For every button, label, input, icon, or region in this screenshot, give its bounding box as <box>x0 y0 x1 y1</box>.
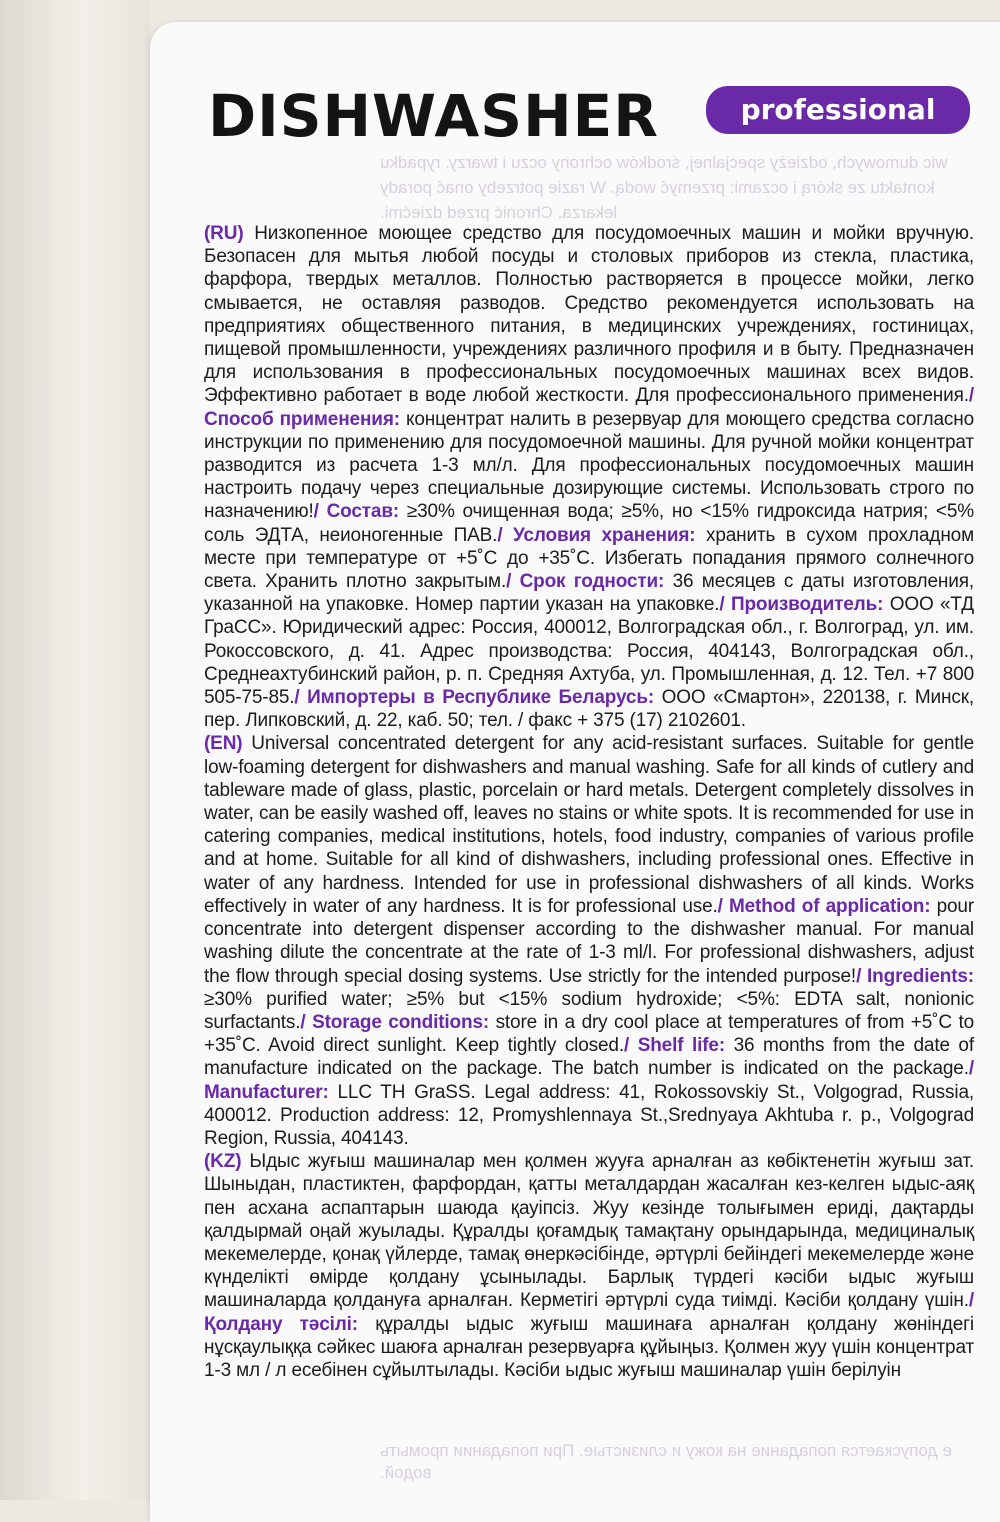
en-heading-storage: / Storage conditions: <box>300 1011 490 1033</box>
en-heading-shelf-life: / Shelf life: <box>623 1035 725 1057</box>
ru-heading-storage: / Условия хранения: <box>497 524 696 546</box>
ru-composition: ≥30% очищенная вода; ≥5%, но <15% гидроксида натрия; <5% соль ЭДТА, неионогенные ПАВ. <box>204 501 975 546</box>
instructions-text <box>204 222 974 1382</box>
en-shelf-life: 36 months from the date of manufacture indicated on the package. The batch number is indicated on the package. <box>204 1035 974 1080</box>
en-ingredients: ≥30% purified water; ≥5% but <15% sodium hydroxide; <5%: EDTA salt, nonionic surfactants. <box>204 988 974 1033</box>
ru-storage: хранить в сухом прохладном месте при температуре от +5˚С до +35˚С. Избегать попадания прямого солнечного света. Хранить плотно закрытым. <box>204 524 974 593</box>
kz-heading-application: / Қолдану тәсілі: <box>204 1290 974 1335</box>
professional-badge: professional <box>706 86 970 134</box>
bottle-background <box>0 0 150 1500</box>
en-description: Universal concentrated detergent for any acid-resistant surfaces. Suitable for gentle low-foaming detergent for dishwashers and manual washing. Safe for all kinds of cutlery and tableware made of glass, plastic, porcelain or hard metals. Detergent completely dissolves in water, can be easily washed off, leaves no stains or white spots. It is recommended for use in catering companies, medical institutions, hotels, food industry, companies of various profile and at home. Suitable for all kind of dishwashers, including professional ones. Effective in water of any hardness. Intended for use in professional dishwashers of all kinds. Works effectively in water of any hardness. It is for professional use. <box>204 733 974 917</box>
en-heading-manufacturer: / Manufacturer: <box>204 1058 974 1103</box>
kz-application: құралды ыдыс жуғыш машинаға арналған қолдану жөніндегі нұсқаулыққа сәйкес шаюға арналған резервуарға құйыңыз. Қолмен жуу үшін концентрат 1-3 мл / л есебінен сұйылтылады. Кәсіби ыдыс жуғыш машиналар үшін берілуін <box>204 1313 974 1381</box>
show-through-text-top: wic dumowych, odzieży specjalnej, środków ochrony oczu i twarzy. rypadku kontaktu ze skórą i oczami: przemyć wodą. W razie potrzeby onać porady lekarza. Chronić przed dziećmi. <box>380 153 948 222</box>
lang-code-ru: (RU) <box>204 223 244 244</box>
en-storage: store in a dry cool place at temperatures of from +5˚C to +35˚C. Avoid direct sunlight. Keep tightly closed. <box>204 1011 974 1057</box>
section-ru <box>204 222 974 732</box>
ru-heading-importers: / Импортеры в Республике Беларусь: <box>294 687 655 709</box>
en-manufacturer: LLC TH GraSS. Legal address: 41, Rokossovskiy St., Volgograd, Russia, 400012. Production address: 12, Promyshlennaya St.,Srednyaya Akhtuba r. p., Volgograd Region, Russia, 404143. <box>204 1081 974 1149</box>
section-kz <box>204 1150 974 1382</box>
kz-description: Ыдыс жуғыш машиналар мен қолмен жууға арналған аз көбіктенетін жуғыш зат. Шыныдан, пластиктен, фарфордан, қатты металдардан жасалған кез-келген ыдыс-аяқ пен асхана аспаптарын шаюда қауіпсіз. Жуу кезінде толығымен ериді, дақтарды қалдырмай оңай жуылады. Құралды қоғамдық тамақтану орындарында, медициналық мекемелерде, қонақ үйлерде, тамақ өнеркәсібінде, әртүрлі бейіндегі мекемелерде және күнделікті өмірде қолдану ұсынылады. Барлық түрдегі кәсіби ыдыс жуғыш машиналарда қолдануға арналған. Керметігі әртүрлі суда тиімді. Кәсіби қолдану үшін. <box>204 1151 974 1312</box>
ru-heading-application: / Способ применения: <box>204 385 974 430</box>
ru-shelf-life: 36 месяцев с даты изготовления, указанной на упаковке. Номер партии указан на упаковке. <box>204 571 974 616</box>
ru-heading-shelf-life: / Срок годности: <box>506 571 665 593</box>
ru-manufacturer: ООО «ТД ГраСС». Юридический адрес: Россия, 400012, Волгоградская обл., г. Волгоград, ул. им. Рокоссовского, д. 41. Адрес производства: Россия, 404143, Волгоградская обл., Среднеахтубинский район, р. п. Средняя Ахтуба, ул. Промышленная, д. 12. Тел. +7 800 505-75-85. <box>204 594 974 709</box>
en-application: pour concentrate into detergent dispenser according to the dishwasher manual. For manual washing dilute the concentrate at the rate of 1-3 ml/l. For professional dishwashers, adjust the flow through special dosing systems. Use strictly for the intended purpose! <box>204 895 974 987</box>
lang-code-en: (EN) <box>204 733 243 755</box>
ru-heading-manufacturer: / Производитель: <box>719 594 884 616</box>
ru-description: Низкопенное моющее средство для посудомоечных машин и мойки вручную. Безопасен для мытья любой посуды и столовых приборов из стекла, пластика, фарфора, твердых металлов. Полностью растворяется в процессе мойки, легко смывается, не оставляя разводов. Средство рекомендуется использовать на предприятиях общественного питания, в медицинских учреждениях, гостиницах, пищевой промышленности, учреждениях различного профиля и в быту. Предназначен для использования в профессиональных посудомоечных машинах всех видов. Эффективно работает в воде любой жесткости. Для профессионального применения. <box>204 223 974 407</box>
lang-code-kz: (KZ) <box>204 1151 242 1173</box>
en-heading-application: / Method of application: <box>717 895 931 917</box>
ru-heading-composition: / Состав: <box>313 501 400 523</box>
ru-importers: ООО «Смартон», 220138, г. Минск, пер. Липковский, д. 22, каб. 50; тел. / факс + 375 (17) 2102601. <box>204 687 974 732</box>
ru-application: концентрат налить в резервуар для моющего средства согласно инструкции по применению для посудомоечной машины. Для ручной мойки концентрат разводится из расчета 1-3 мл/л. Для профессиональных посудомоечных машин настроить подачу через специальные дозирующие системы. Использовать строго по назначению! <box>204 408 974 523</box>
en-heading-ingredients: / Ingredients: <box>856 965 974 987</box>
section-en <box>204 732 974 1150</box>
brand-title: DISHWASHER <box>208 82 659 150</box>
show-through-text-bottom: е допускается попадание на кожу и слизистые. При попадании промыть водой. <box>380 1441 952 1482</box>
